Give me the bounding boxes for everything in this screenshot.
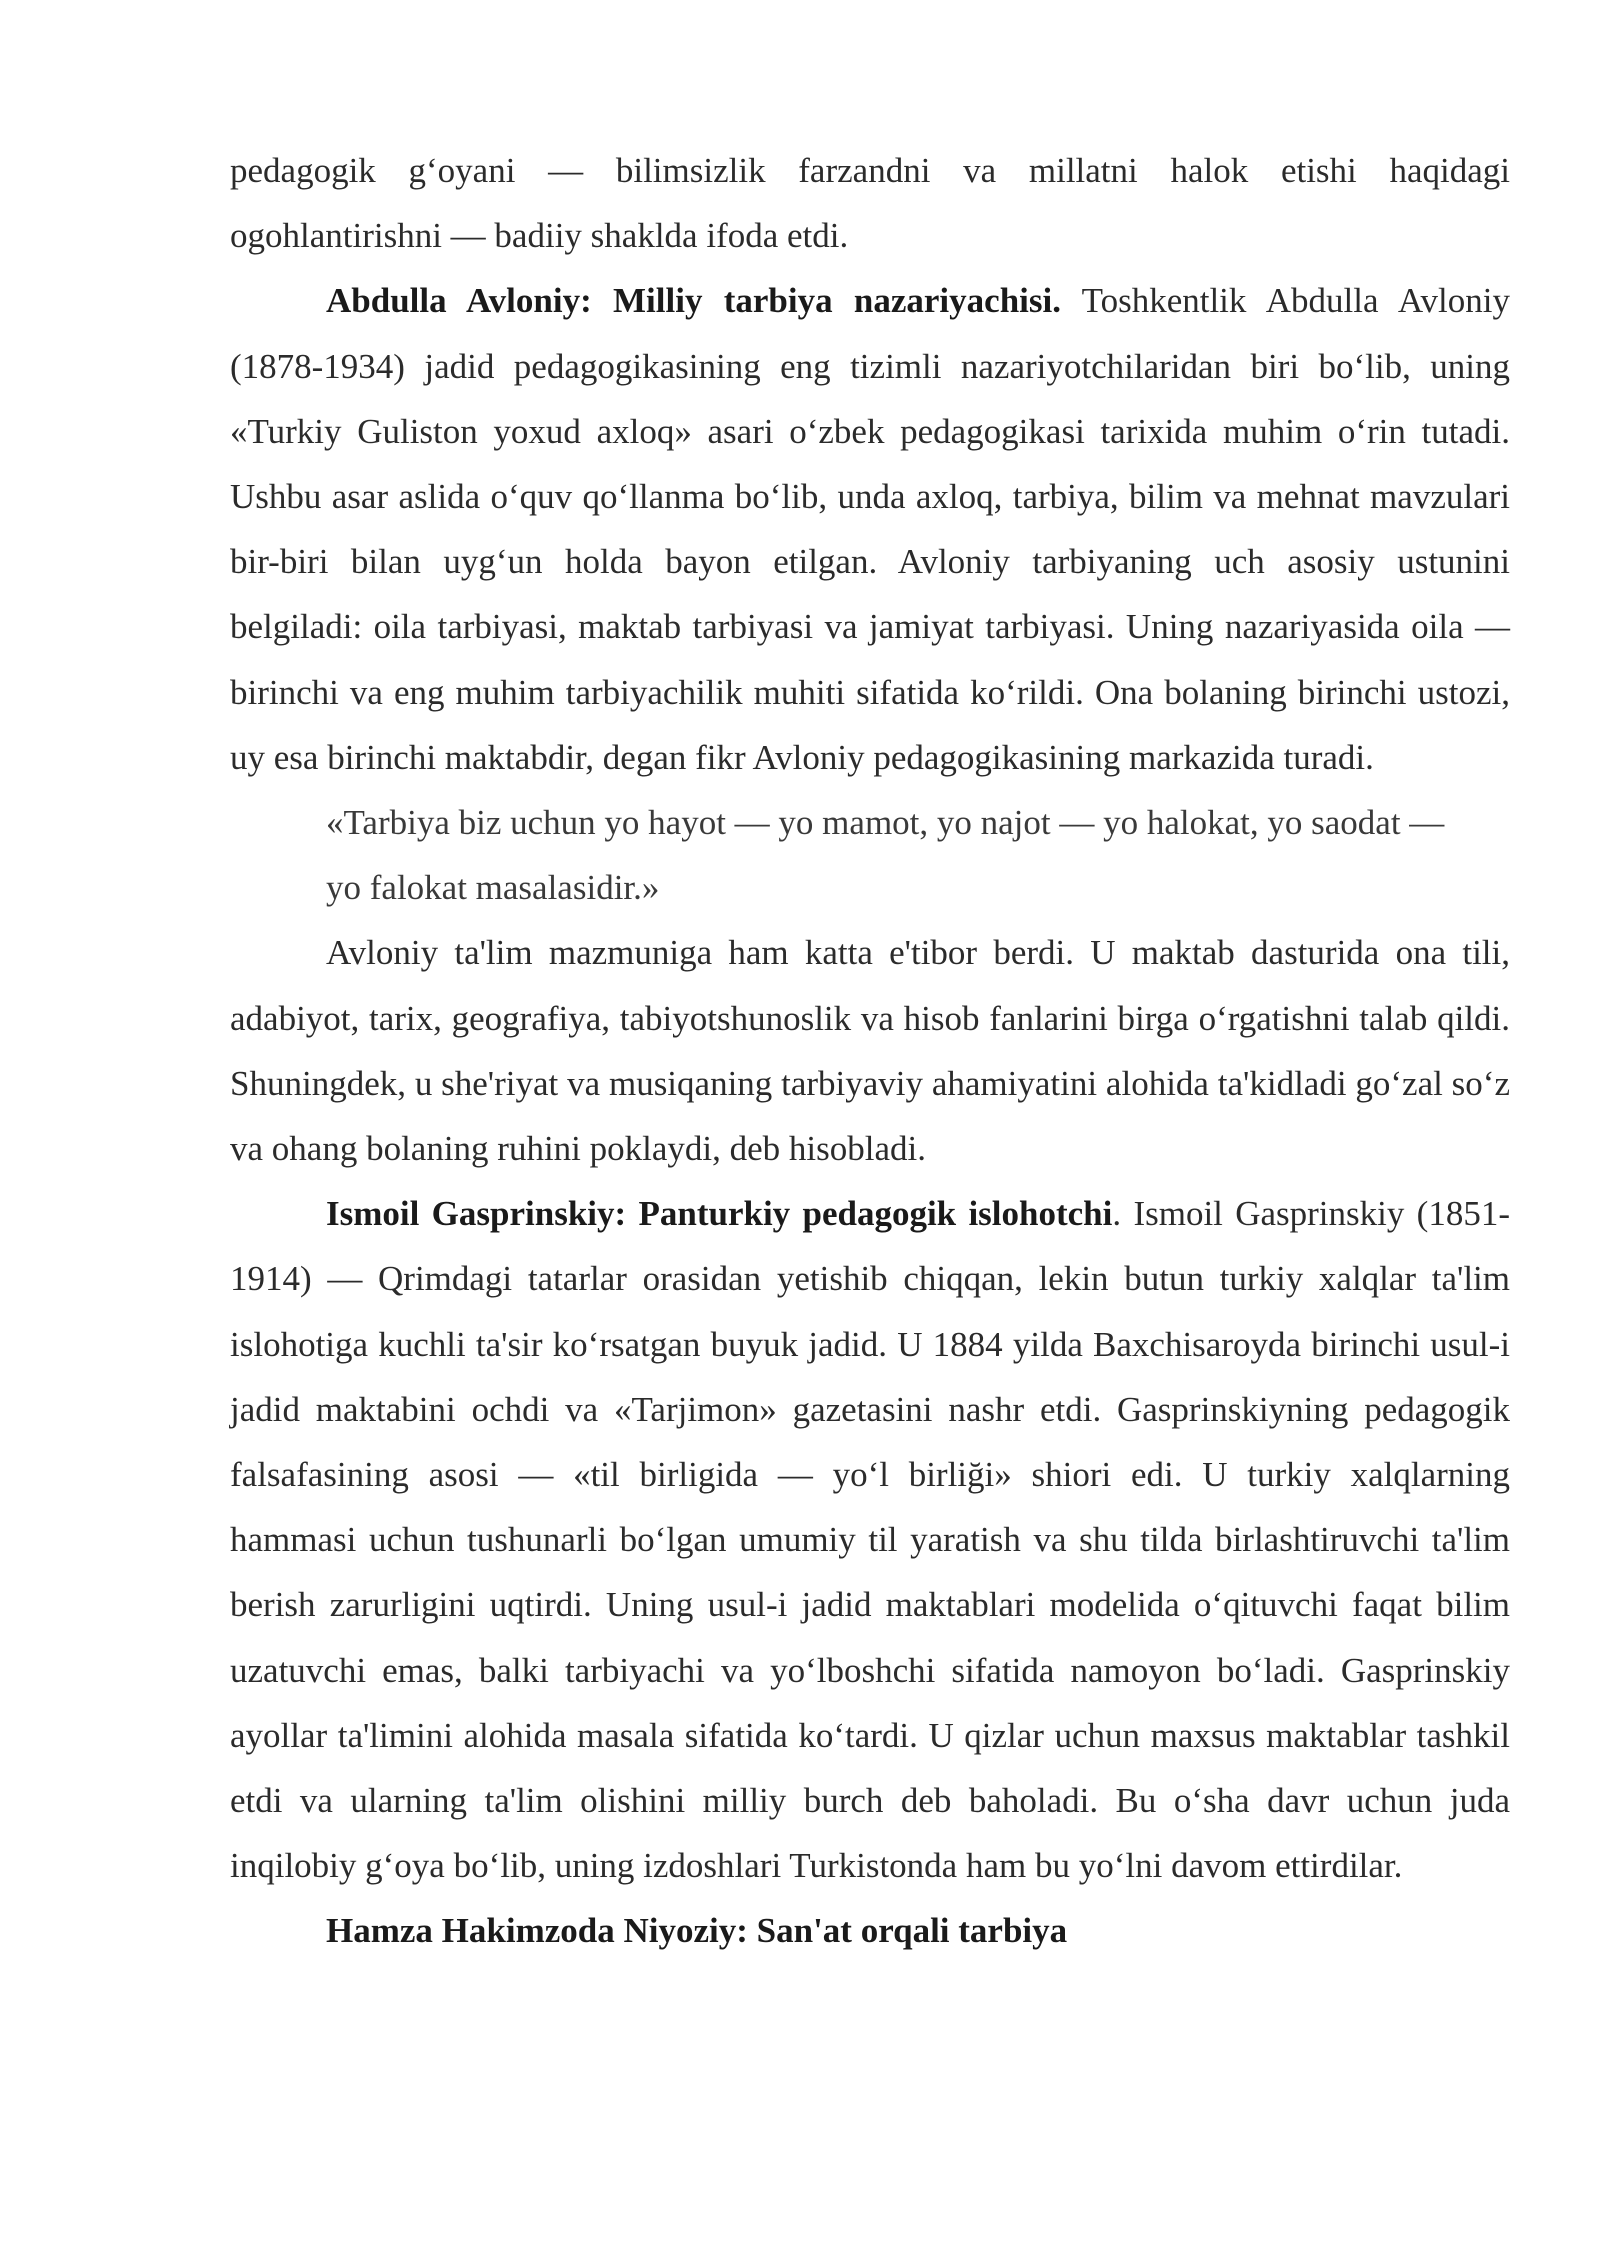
avloniy-quote: «Tarbiya biz uchun yo hayot — yo mamot, yo najot — yo halokat, yo saodat — yo falokat masalasidir.» (326, 803, 1445, 908)
section-heading-avloniy: Abdulla Avloniy: Milliy tarbiya nazariyachisi. (326, 281, 1061, 321)
paragraph-gasprinskiy (230, 1181, 1510, 1898)
paragraph-continuation: pedagogik g‘oyani — bilimsizlik farzandni va millatni halok etishi haqidagi ogohlantirishni — badiiy shaklda ifoda etdi. (230, 151, 1510, 256)
document-page (230, 138, 1510, 1964)
paragraph-gasprinskiy-body: . Ismoil Gasprinskiy (1851-1914) — Qrimdagi tatarlar orasidan yetishib chiqqan, lekin butun turkiy xalqlar ta'lim islohotiga kuchli ta'sir ko‘rsatgan buyuk jadid. U 1884 yilda Baxchisaroyda birinchi usul-i jadid maktabini ochdi va «Tarjimon» gazetasini nashr etdi. Gasprinskiyning pedagogik falsafasining asosi — «til birligida — yo‘l birliği» shiori edi. U turkiy xalqlarning hammasi uchun tushunarli bo‘lgan umumiy til yaratish va shu tilda birlashtiruvchi ta'lim berish zarurligini uqtirdi. Uning usul-i jadid maktablari modelida o‘qituvchi faqat bilim uzatuvchi emas, balki tarbiyachi va yo‘lboshchi sifatida namoyon bo‘ladi. Gasprinskiy ayollar ta'limini alohida masala sifatida ko‘tardi. U qizlar uchun maxsus maktablar tashkil etdi va ularning ta'lim olishini milliy burch deb baholadi. Bu o‘sha davr uchun juda inqilobiy g‘oya bo‘lib, uning izdoshlari Turkistonda ham bu yo‘lni davom ettirdilar. (230, 1194, 1510, 1886)
paragraph-avloniy-body: Toshkentlik Abdulla Avloniy (1878-1934) jadid pedagogikasining eng tizimli nazariyotchilaridan biri bo‘lib, uning «Turkiy Guliston yoxud axloq» asari o‘zbek pedagogikasi tarixida muhim o‘rin tutadi. Ushbu asar aslida o‘quv qo‘llanma bo‘lib, unda axloq, tarbiya, bilim va mehnat mavzulari bir-biri bilan uyg‘un holda bayon etilgan. Avloniy tarbiyaning uch asosiy ustunini belgiladi: oila tarbiyasi, maktab tarbiyasi va jamiyat tarbiyasi. Uning nazariyasida oila — birinchi va eng muhim tarbiyachilik muhiti sifatida ko‘rildi. Ona bolaning birinchi ustozi, uy esa birinchi maktabdir, degan fikr Avloniy pedagogikasining markazida turadi. (230, 281, 1511, 777)
paragraph-avloniy (230, 268, 1510, 790)
section-heading-gasprinskiy: Ismoil Gasprinskiy: Panturkiy pedagogik islohotchi (326, 1194, 1113, 1234)
section-heading-hamza: Hamza Hakimzoda Niyoziy: San'at orqali tarbiya (326, 1911, 1068, 1951)
paragraph-avloniy-curriculum: Avloniy ta'lim mazmuniga ham katta e'tibor berdi. U maktab dasturida ona tili, adabiyot, tarix, geografiya, tabiyotshunoslik va hisob fanlarini birga o‘rgatishni talab qildi. Shuningdek, u she'riyat va musiqaning tarbiyaviy ahamiyatini alohida ta'kidladi go‘zal so‘z va ohang bolaning ruhini poklaydi, deb hisobladi. (230, 933, 1510, 1169)
